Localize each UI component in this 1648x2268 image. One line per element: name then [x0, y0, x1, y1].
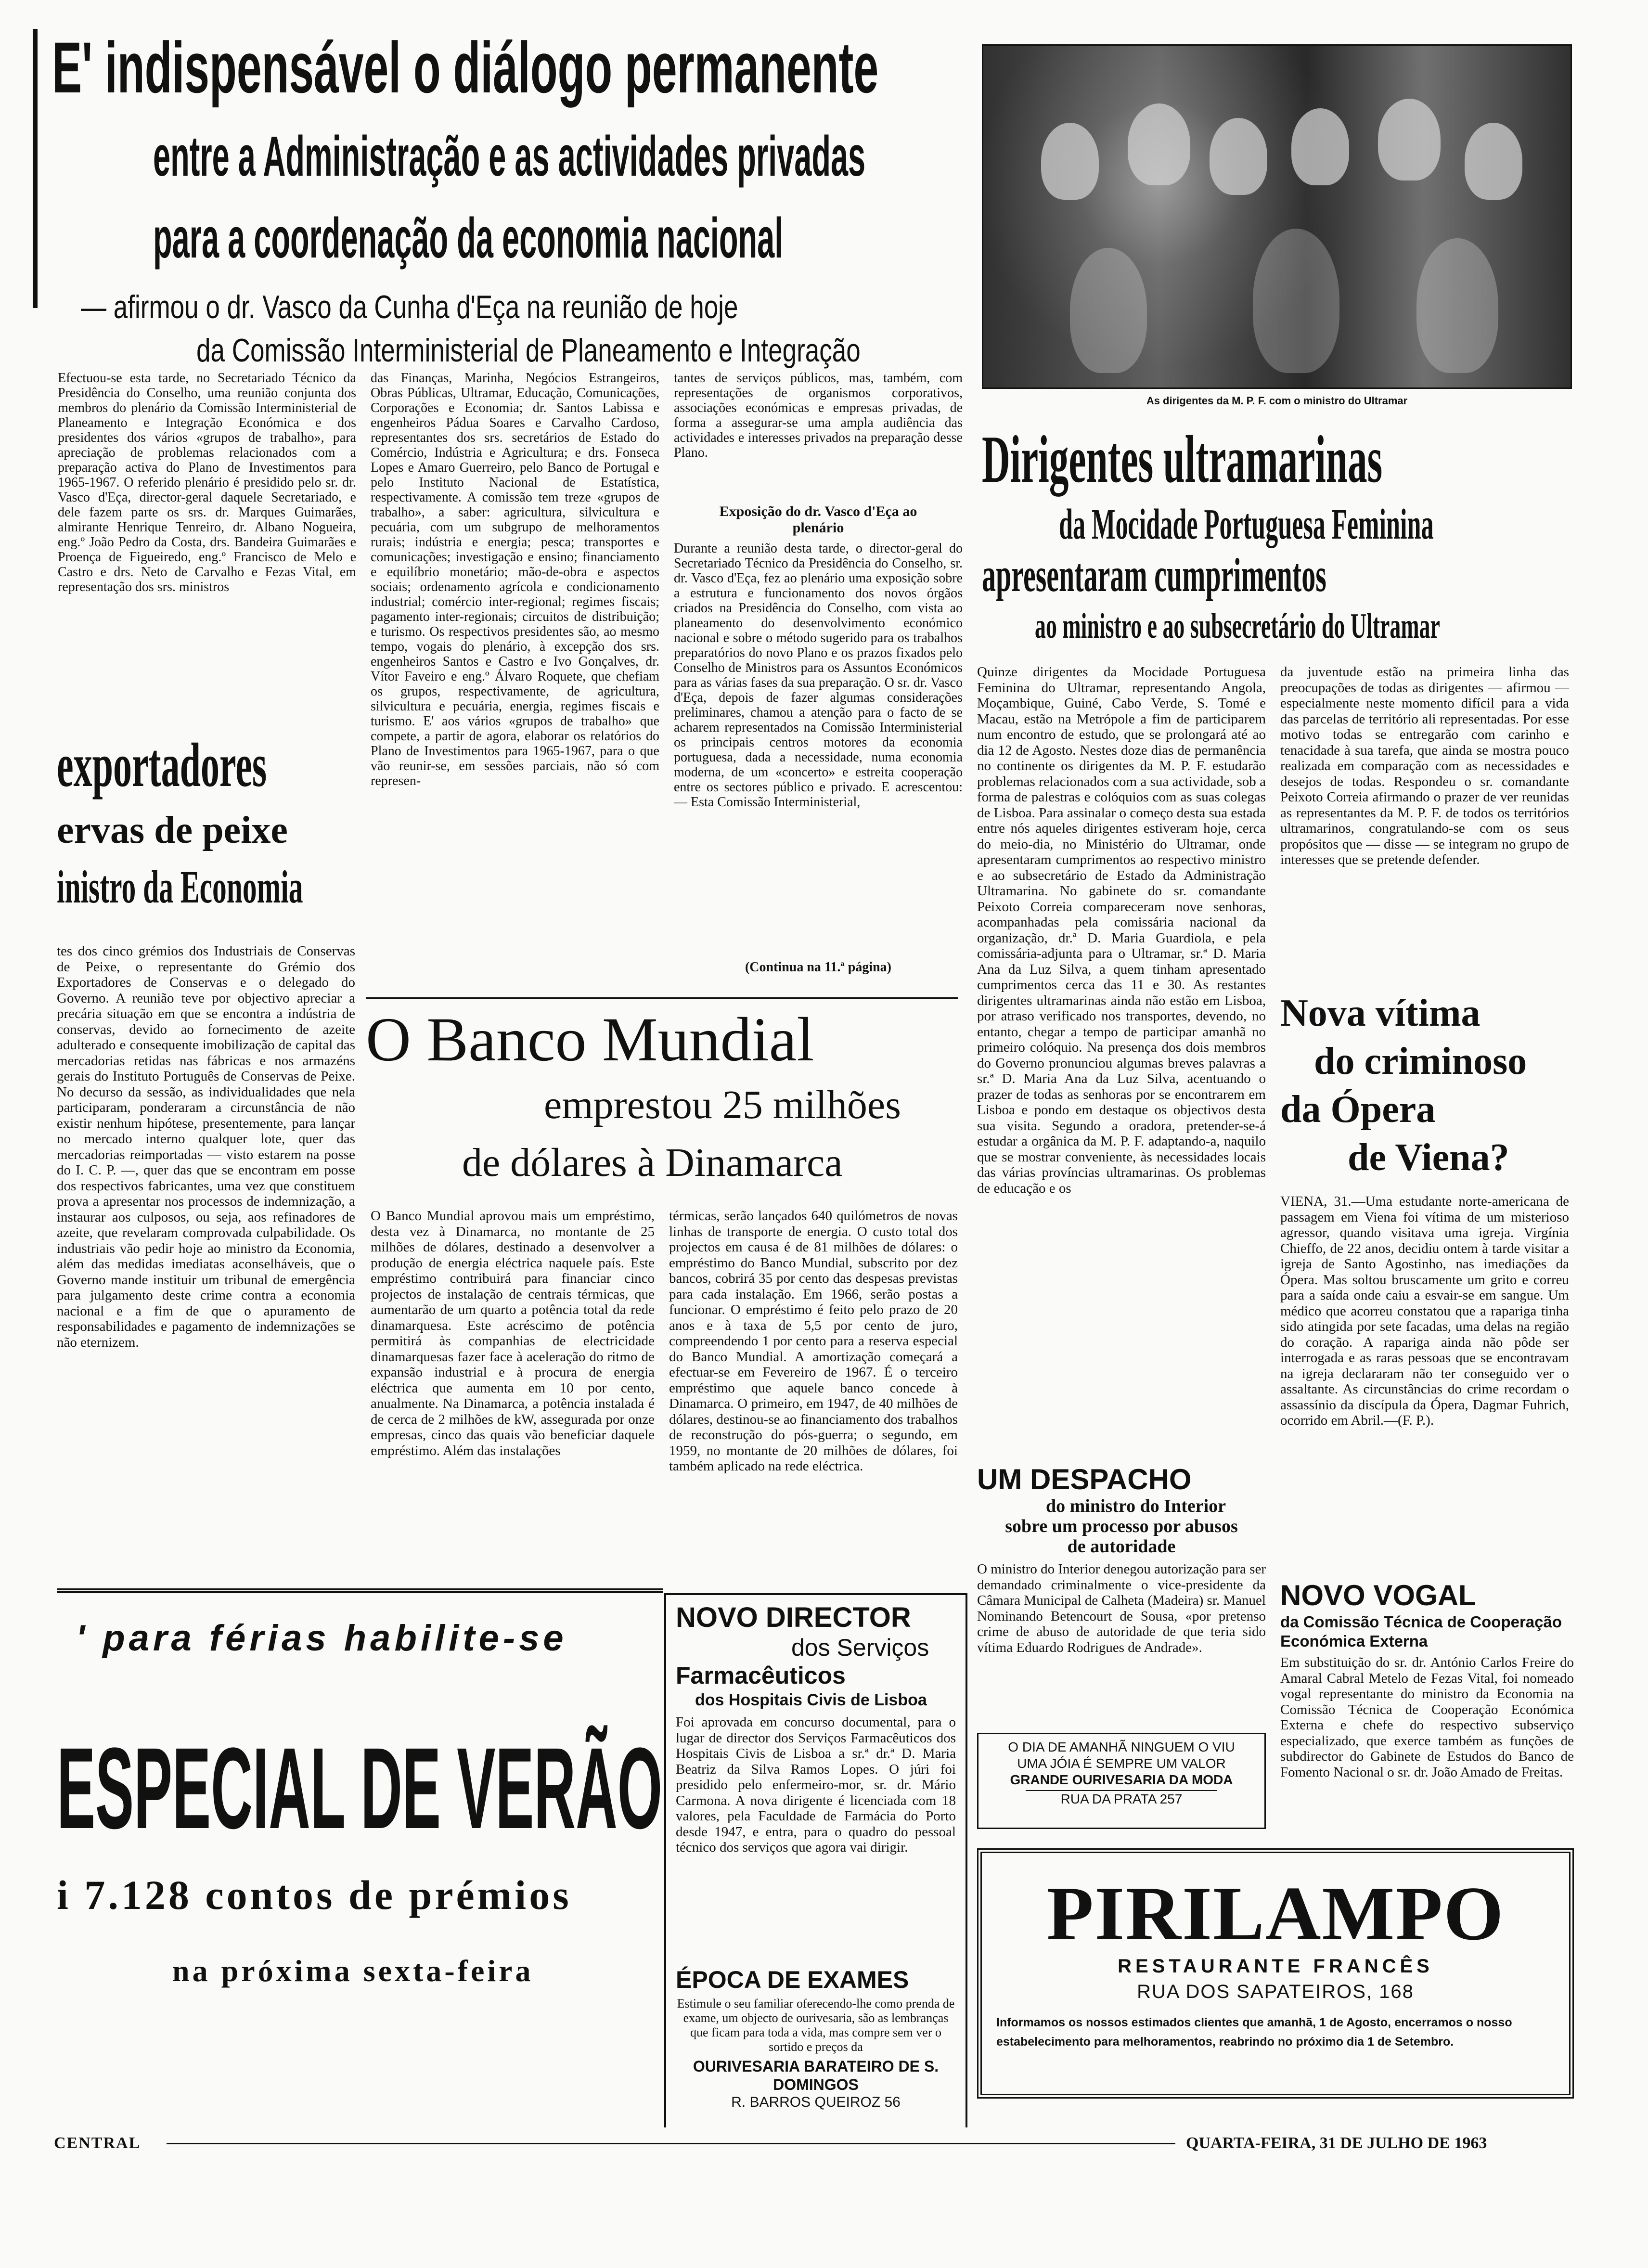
banco-col-2: térmicas, serão lançados 640 quilómetros de novas linhas de transporte de energia. O custo total dos projectos em causa é de 81 milhões de dólares: o empréstimo do Banco Mundial, subscrito por dez bancos, cobrirá 35 por cento das despesas previstas para cada instalação. Em 1966, serão postas a funcionar. O empréstimo é feito pelo prazo de 20 anos e à taxa de 5,5 por cento de juro, compreendendo 1 por cento para a reserva especial do Banco Mundial. A amortização começará a efectuar-se em Fevereiro de 1967. É o terceiro empréstimo que aquele banco concede à Dinamarca. O primeiro, em 1947, de 40 milhões de dólares, destinou-se ao financiamento dos trabalhos de reconstrução do pós-guerra; o segundo, em 1959, no montante de 20 milhões de dólares, foi também aplicado na rede eléctrica.: [669, 1208, 958, 1474]
director-headline-3: Farmacêuticos: [676, 1662, 846, 1689]
lead-headline-2: entre a Administração e as actividades privadas: [153, 125, 866, 188]
exportadores-headline-2: ervas de peixe: [57, 809, 288, 851]
vitima-headline-3: da Ópera: [1280, 1088, 1436, 1131]
director-body: Foi aprovada em concurso documental, para o lugar de director dos Serviços Farmacêuticos dos Hospitais Civis de Lisboa a sr.ª dr.ª D. Maria Beatriz da Silva Ramos Lopes. O júri foi presidido pelo enfermeiro-mor, sr. dr. Mário Carmona. A nova dirigente é licenciada com 18 valores, pela Faculdade de Farmácia do Porto desde 1947, e entra, para o quadro do pessoal técnico dos serviços que agora vai dirigir.: [676, 1714, 956, 1855]
news-photo: [982, 44, 1572, 389]
epoca-address: R. BARROS QUEIROZ 56: [731, 2094, 901, 2110]
photo-figure: [1128, 103, 1190, 185]
lead-headline-block: [33, 27, 966, 369]
despacho-headline-2: do ministro do Interior: [1045, 1496, 1226, 1516]
lead-subhead-2: da Comissão Interministerial de Planeamento e Integração: [196, 332, 861, 369]
photo-caption: As dirigentes da M. P. F. com o ministro do Ultramar: [1146, 395, 1408, 407]
mpf-col-1: Quinze dirigentes da Mocidade Portuguesa Feminina do Ultramar, representando Angola, Moçambique, Guiné, Cabo Verde, S. Tomé e Macau, estão na Metrópole a fim de participarem num encontro de estudo, que se prolongará até ao dia 12 de Agosto. Nestes doze dias de permanência no continente os dirigentes da M. P. F. estudarão problemas relacionados com a sua actividade, sob a forma de palestras e colóquios com as suas colegas de Lisboa. Para assinalar o começo desta sua estada entre nós aqueles dirigentes estiveram hoje, cerca do meio-dia, no Ministério do Ultramar, onde apresentaram cumprimentos ao respectivo ministro e ao subsecretário de Estado da Administração Ultramarina. No gabinete do sr. comandante Peixoto Correia compareceram nove senhoras, acompanhadas pela comissária nacional da organização, dr.ª D. Maria Guardiola, e pela comissária-adjunta para o Ultramar, sr.ª D. Maria Ana da Luz Silva, a quem tinham apresentado cumprimentos cerca das 11 e 30. As restantes dirigentes ultramarinas ainda não estão em Lisboa, por atraso verificado nos transportes, devendo, no entanto, chegar a tempo de participar amanhã no primeiro colóquio. Na presença dos dois membros do Governo pronunciou algumas breves palavras a sr.ª D. Maria Ana da Luz Silva, acentuando o prazer de todas as senhoras por se encontrarem em Lisboa e pondo em destaque os objectivos desta sua visita. Segundo a oradora, pretender-se-á estudar a orgânica da M. P. F. adaptando-a, naquilo que se mostrar conveniente, às necessidades locais das várias províncias ultramarinas. Os problemas de educação e os: [977, 664, 1266, 1196]
ferias-top-rule: [57, 1588, 663, 1593]
footer-right: QUARTA-FEIRA, 31 DE JULHO DE 1963: [1186, 2134, 1487, 2152]
exportadores-headline-3: inistro da Economia: [57, 861, 303, 913]
lead-col-3-text-b: Durante a reunião desta tarde, o director-geral do Secretariado Técnico da Presidência do Conselho, sr. dr. Vasco d'Eça, fez ao plenário uma exposição sobre a estrutura e funcionamento dos novos órgãos criados na Presidência do Conselho, com vista ao planeamento do desenvolvimento económico nacional e sobre o método sugerido para os trabalhos preparatórios do novo Plano e os prazos fixados pelo Conselho de Ministros para os Assuntos Económicos para as várias fases da sua preparação. O sr. dr. Vasco d'Eça, depois de fazer algumas considerações preliminares, chamou a atenção para o facto de se acharem representados na Comissão Interministerial os principais centros motores da economia portuguesa, dada a necessidade, numa economia moderna, de um «concerto» e estreita cooperação entre os sectores público e privado. E acrescentou: — Esta Comissão Interministerial,: [674, 541, 963, 810]
vitima-headline-1: Nova vítima: [1280, 992, 1481, 1034]
continua-label: (Continua na 11.ª página): [745, 960, 892, 975]
photo-figure: [1378, 99, 1441, 180]
vogal-body: Em substituição do sr. dr. António Carlos Freire do Amaral Cabral Metelo de Fezas Vital, foi nomeado vogal representante do ministro da Economia na Comissão Técnica de Cooperação Económica Externa e chefe do respectivo subserviço especializado, que exerce também as funções de subdirector do Gabinete de Estudos do Banco de Fomento Nacional o sr. dr. João Amado de Freitas.: [1280, 1655, 1574, 1780]
vitima-headline-4: de Viena?: [1348, 1136, 1509, 1179]
director-box: [664, 1593, 967, 2127]
epoca-title: ÉPOCA DE EXAMES: [676, 1966, 909, 1993]
lead-col-3: [674, 371, 963, 987]
banco-headline-1: O Banco Mundial: [366, 1005, 814, 1074]
pirilampo-ad: [977, 1848, 1574, 2099]
exportadores-headline-1: exportadores: [57, 731, 267, 800]
vogal-headline-1: NOVO VOGAL: [1280, 1579, 1476, 1611]
despacho-headline-4: de autoridade: [1067, 1536, 1176, 1557]
despacho-block: [977, 1463, 1266, 1723]
banco-headline-2: emprestou 25 milhões: [544, 1082, 901, 1127]
epoca-body: Estimule o seu familiar oferecendo-lhe como prenda de exame, um objecto de ourivesaria, são as lembranças que ficam para toda a vida, mas compre sem ver o sortido e preços da: [677, 1997, 955, 2054]
lead-headline-1: E' indispensável o diálogo permanente: [52, 27, 879, 108]
ferias-line-2: ESPECIAL DE VERÃO: [57, 1724, 663, 1853]
banco-headline-block: [366, 1006, 963, 1198]
pirilampo-subtitle: RESTAURANTE FRANCÊS: [1118, 1956, 1433, 1977]
ourives-line-2: UMA JÓIA É SEMPRE UM VALOR: [1017, 1756, 1226, 1771]
pirilampo-title: PIRILAMPO: [1046, 1870, 1505, 1956]
ferias-line-1: ' para férias habilite-se: [76, 1618, 567, 1659]
exposicao-subhead: Exposição do dr. Vasco d'Eça ao plenário: [719, 503, 917, 536]
mpf-headline-2: da Mocidade Portuguesa Feminina: [1059, 501, 1434, 548]
lead-headline-3: para a coordenação da economia nacional: [153, 206, 784, 270]
ourives-line-3: GRANDE OURIVESARIA DA MODA: [1010, 1772, 1233, 1787]
vogal-block: [1280, 1579, 1574, 1839]
lead-col-3-text: tantes de serviços públicos, mas, também, com representações de organismos corporativos, associações económicas e empresas privadas, de forma a assegurar-se uma ampla audiência das actividades e interesses privados na preparação desse Plano.: [674, 371, 963, 460]
ourives-line-4: RUA DA PRATA 257: [1026, 1790, 1217, 1807]
despacho-headline-3: sobre um processo por abusos: [1005, 1516, 1238, 1536]
vitima-headline-block: [1280, 992, 1574, 1184]
lead-side-rule: [33, 29, 38, 308]
ourives-ad: [977, 1733, 1266, 1829]
ferias-ad: [57, 1598, 663, 2123]
vitima-body: VIENA, 31.—Uma estudante norte-americana de passagem em Viena foi vítima de um misterioso agressor, quando visitava uma igreja. Virgínia Chieffo, de 22 anos, decidiu ontem à tarde visitar a igreja de Santo Agostinho, nas imediações da Ópera. Mas soltou bruscamente um grito e correu para a saída onde caiu a esvair-se em sangue. Um médico que acorreu constatou que a rapariga tinha sido atingida por sete facadas, uma delas na região do coração. A rapariga ainda não pôde ser interrogada e as raras pessoas que se encontravam na igreja declararam não ter conseguido ver o assaltante. As circunstâncias do crime recordam o assassínio da discípula da Ópera, Dagmar Fuhrich, ocorrido em Abril.—(F. P.).: [1280, 1194, 1569, 1428]
footer-left: CENTRAL: [54, 2134, 141, 2152]
despacho-headline-1: UM DESPACHO: [977, 1463, 1192, 1495]
director-headline-1: NOVO DIRECTOR: [676, 1602, 911, 1633]
vitima-headline-2: do criminoso: [1314, 1040, 1527, 1082]
photo-figure: [1070, 248, 1147, 373]
photo-figure: [1210, 118, 1267, 195]
photo-figure: [1416, 238, 1498, 373]
photo-figure: [1291, 108, 1349, 185]
ferias-line-4: na próxima sexta-feira: [172, 1954, 534, 1988]
lead-bottom-rule: [366, 997, 958, 999]
director-headline-4: dos Hospitais Civis de Lisboa: [695, 1691, 927, 1709]
banco-col-1: O Banco Mundial aprovou mais um empréstimo, desta vez à Dinamarca, no montante de 25 milhões de dólares, destinado a desenvolver a produção de energia eléctrica naquele país. Este empréstimo contribuirá para financiar cinco projectos de instalação de centrais térmicas, que aumentarão de um quarto a potência total da rede dinamarquesa. Este acréscimo de potência permitirá às companhias de electricidade dinamarquesas fazer face à aceleração do ritmo de expansão industrial e à procura de energia eléctrica que aumenta em 10 por cento, anualmente. Na Dinamarca, a potência instalada é de cerca de 2 milhões de kW, assegurada por onze empresas, cinco das quais vão beneficiar daquele empréstimo. Além das instalações: [371, 1208, 655, 1458]
epoca-shop: OURIVESARIA BARATEIRO DE S. DOMINGOS: [693, 2058, 939, 2093]
pirilampo-address: RUA DOS SAPATEIROS, 168: [1137, 1981, 1414, 2002]
mpf-headline-3: apresentaram cumprimentos: [982, 548, 1326, 602]
mpf-col-2: da juventude estão na primeira linha das preocupações de todas as dirigentes — afirmou — especialmente neste momento difícil para a vida das parcelas de território ali representadas. Por esse motivo todas se entregarão com carinho e tenacidade à sua tarefa, que ainda se mostra pouco realizada em comparação com as necessidades e desejos de todas. Respondeu o sr. comandante Peixoto Correia afirmando o prazer de ver reunidas as representantes da M. P. F. de todos os territórios ultramarinos, congratulando-se com os seus propósitos que — disse — se integram no grupo de interesses que se pretende defender.: [1280, 664, 1569, 867]
vogal-headline-2: da Comissão Técnica de Cooperação Económica Externa: [1280, 1613, 1562, 1650]
footer-rule: [167, 2143, 1175, 2144]
lead-col-2: das Finanças, Marinha, Negócios Estrangeiros, Obras Públicas, Ultramar, Educação, Comunicações, Corporações e Economia; dr. Santos Labissa e engenheiros Pádua Soares e Carvalho Cardoso, representantes dos srs. secretários de Estado do Comércio, Indústria e Agricultura; e drs. Fonseca Lopes e Amaro Guerreiro, pelo Banco de Portugal e pelo Instituto Nacional de Estatística, respectivamente. A comissão tem treze «grupos de trabalho», a saber: agricultura, silvicultura e pecuária, com um subgrupo de melhoramentos rurais; indústria e energia; pesca; transportes e comunicações; investigação e ensino; financiamento e equilíbrio monetário; mão-de-obra e aspectos sociais; ordenamento agrícola e condicionamento industrial; comércio inter-regional; regimes fiscais; pagamento inter-regionais; circuitos de distribuição; e turismo. Os respectivos presidentes são, ao mesmo tempo, vogais do plenário, à excepção dos srs. engenheiros Santos e Castro e Ivo Gonçalves, dr. Vítor Faveiro e eng.º Álvaro Roquete, que chefiam os grupos, respectivamente, de agricultura, silvicultura e pecuária, energia, regimes fiscais e turismo. E' aos vários «grupos de trabalho» que compete, a partir de agora, elaborar os relatórios do Plano de Investimentos para 1965-1967, para o que vão reunir-se, em sessões parciais, não só com represen-: [371, 371, 659, 788]
pirilampo-body: Informamos os nossos estimados clientes que amanhã, 1 de Agosto, encerramos o nosso estabelecimento para melhoramentos, reabrindo no próximo dia 1 de Setembro.: [996, 2016, 1512, 2049]
lead-subhead-1: — afirmou o dr. Vasco da Cunha d'Eça na reunião de hoje: [81, 289, 738, 325]
ferias-line-3: i 7.128 contos de prémios: [57, 1872, 572, 1918]
photo-figure: [1041, 123, 1099, 200]
photo-figure: [1465, 123, 1522, 200]
mpf-headline-4: ao ministro e ao subsecretário do Ultramar: [1035, 606, 1440, 646]
lead-col-1: Efectuou-se esta tarde, no Secretariado Técnico da Presidência do Conselho, uma reunião conjunta dos membros do plenário da Comissão Interministerial de Planeamento e Integração Económica e dos presidentes dos vários «grupos de trabalho», para apreciação de problemas relacionados com a preparação activa do Plano de Investimentos para 1965-1967. O referido plenário é presidido pelo sr. dr. Vasco d'Eça, director-geral daquele Secretariado, e dele fazem parte os srs. dr. Marques Guimarães, almirante Henrique Tenreiro, dr. Albano Nogueira, eng.º João Pedro da Costa, drs. Bandeira Guimarães e Proença de Figueiredo, eng.º Francisco de Melo e Castro e drs. Neto de Carvalho e Fezas Vital, em representação dos srs. ministros: [58, 371, 356, 594]
director-headline-2: dos Serviços: [791, 1634, 929, 1661]
despacho-body: O ministro do Interior denegou autorização para ser demandado criminalmente o vice-presidente da Câmara Municipal de Calheta (Madeira) sr. Manuel Nominando Betencourt de Sousa, «por pretenso crime de abuso de autoridade de que teria sido vítima Eduardo Rodrigues de Andrade».: [977, 1561, 1266, 1655]
exportadores-headline-block: [57, 732, 365, 934]
photo-figure: [1253, 229, 1339, 373]
banco-headline-3: de dólares à Dinamarca: [462, 1140, 843, 1185]
exportadores-body: tes dos cinco grémios dos Industriais de Conservas de Peixe, o representante do Grémio dos Exportadores de Conservas e o delegado do Governo. A reunião teve por objectivo apreciar a precária situação em que se encontra a indústria de conservas, devido ao fornecimento de azeite adulterado e consequente imobilização de capital das mercadorias retidas nas fábricas e nos armazéns gerais do Instituto Português de Conservas de Peixe. No decurso da sessão, as individualidades que nela participaram, ponderaram a circunstância de não existir nenhum hipótese, presentemente, para lançar no mercado interno qualquer lote, quer das mercadorias reimportadas — visto estarem na posse do I. C. P. —, quer das que se encontram em posse dos respectivos fabricantes, uma vez que constituem prova a apresentar nos processos de indemnização, a instaurar aos culposos, ou seja, aos refinadores de azeite, que revelaram comprovada culpabilidade. Os industriais vão pedir hoje ao ministro da Economia, além das medidas imediatas aconselháveis, que o Governo mande instituir um tribunal de emergência para julgamento deste crime contra a economia nacional e a fim de que o apuramento de responsabilidades e pagamento de indemnizações se não eternizem.: [57, 943, 355, 1350]
ourives-line-1: O DIA DE AMANHÃ NINGUEM O VIU: [1008, 1740, 1235, 1754]
mpf-headline-1: Dirigentes ultramarinas: [982, 422, 1383, 497]
